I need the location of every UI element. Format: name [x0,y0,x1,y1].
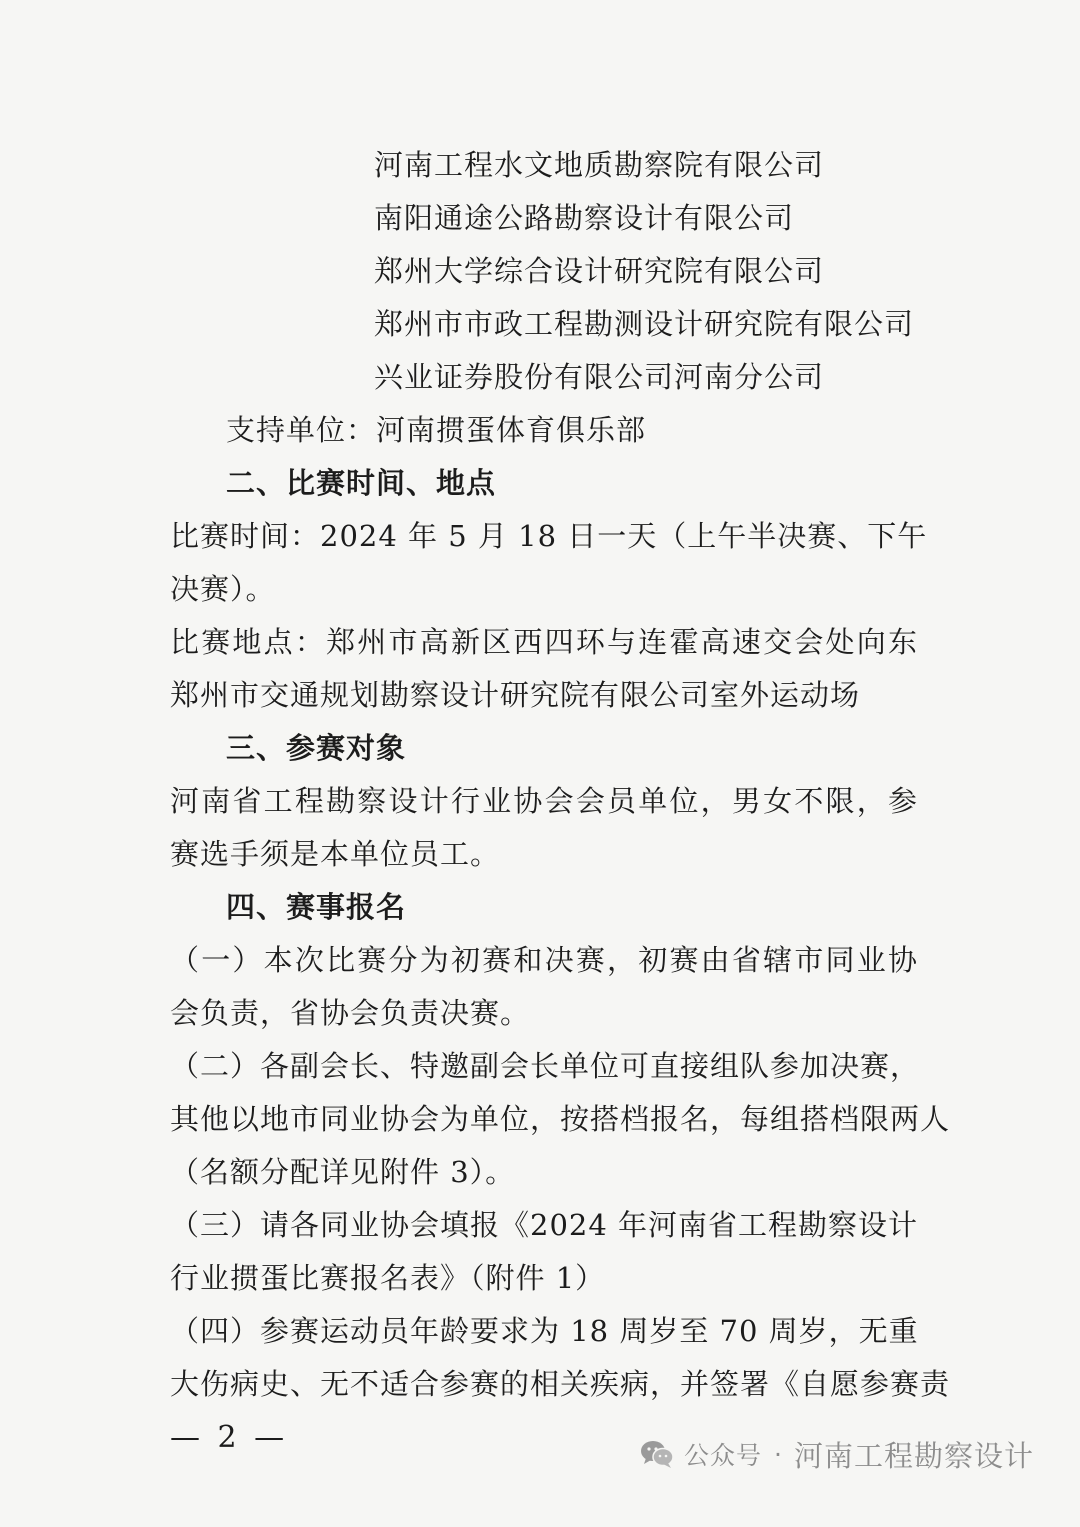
match-place-line: 郑州市交通规划勘察设计研究院有限公司室外运动场 [170,678,861,712]
registration-item-line: 会负责，省协会负责决赛。 [170,996,531,1030]
match-time-line: 决赛）。 [170,572,276,606]
organizer-line: 南阳通途公路勘察设计有限公司 [374,201,795,235]
page-number: — 2 — [170,1420,289,1455]
participants-line: 赛选手须是本单位员工。 [170,837,501,871]
registration-item-line: 大伤病史、无不适合参赛的相关疾病，并签署《自愿参赛责 [170,1367,951,1401]
watermark-prefix: 公众号 [684,1441,763,1470]
participants-line: 河南省工程勘察设计行业协会会员单位，男女不限，参 [170,784,918,818]
registration-item-line: （二）各副会长、特邀副会长单位可直接组队参加决赛， [170,1049,921,1083]
registration-item-line: 其他以地市同业协会为单位，按搭档报名，每组搭档限两人 [170,1102,951,1136]
registration-item-line: 行业掼蛋比赛报名表》（附件 1） [170,1261,606,1295]
organizer-line: 郑州大学综合设计研究院有限公司 [374,254,825,288]
organizer-line: 河南工程水文地质勘察院有限公司 [374,148,825,182]
wechat-icon [640,1439,674,1469]
registration-item-line: （名额分配详见附件 3）。 [170,1155,516,1189]
registration-item-line: （四）参赛运动员年龄要求为 18 周岁至 70 周岁，无重 [170,1314,919,1348]
watermark-separator: · [774,1439,782,1469]
match-place-line: 比赛地点：郑州市高新区西四环与连霍高速交会处向东 [170,625,918,659]
registration-item-line: （三）请各同业协会填报《2024 年河南省工程勘察设计 [170,1208,919,1242]
match-time-line: 比赛时间：2024 年 5 月 18 日一天（上午半决赛、下午 [170,519,928,553]
section-heading-participants: 三、参赛对象 [226,731,407,765]
support-unit: 支持单位：河南掼蛋体育俱乐部 [226,413,647,447]
section-heading-registration: 四、赛事报名 [226,890,407,924]
organizer-line: 兴业证券股份有限公司河南分公司 [374,360,825,394]
registration-item-line: （一）本次比赛分为初赛和决赛，初赛由省辖市同业协 [170,943,918,977]
section-heading-time-place: 二、比赛时间、地点 [226,466,497,500]
watermark-account-name: 河南工程勘察设计 [793,1438,1034,1473]
organizer-line: 郑州市市政工程勘测设计研究院有限公司 [374,307,915,341]
account-watermark [640,1432,1034,1476]
